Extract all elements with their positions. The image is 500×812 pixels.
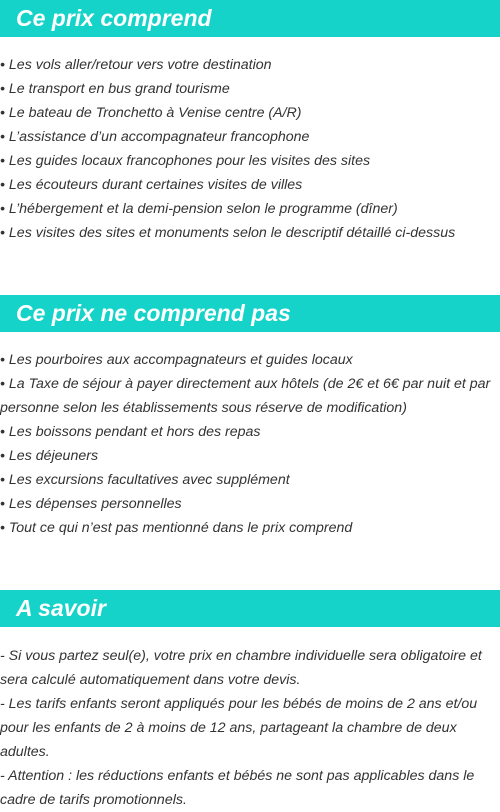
list-item: • Les vols aller/retour vers votre destination — [0, 57, 272, 73]
list-item: • Les guides locaux francophones pour les visites des sites — [0, 153, 371, 169]
list-item: - Attention : les réductions enfants et bébés ne sont pas applicables dans le cadre de tarifs promotionnels. — [0, 768, 475, 808]
section-included — [0, 0, 500, 245]
list-item: • Les écouteurs durant certaines visites de villes — [0, 177, 303, 193]
section-good-to-know — [0, 590, 500, 812]
list-item: • Les visites des sites et monuments selon le descriptif détaillé ci-dessus — [0, 225, 456, 241]
list-item: • Les dépenses personnelles — [0, 496, 182, 512]
list-item: • Les boissons pendant et hors des repas — [0, 424, 261, 440]
list-item: - Les tarifs enfants seront appliqués pour les bébés de moins de 2 ans et/ou pour les enfants de 2 à moins de 12 ans, partageant la chambre de deux adultes. — [0, 696, 478, 760]
list-item: - Si vous partez seul(e), votre prix en chambre individuelle sera obligatoire et sera calculé automatiquement dans votre devis. — [0, 648, 482, 688]
section-not-included — [0, 295, 500, 540]
list-item: • Les déjeuners — [0, 448, 99, 464]
list-item: • Le bateau de Tronchetto à Venise centre (A/R) — [0, 105, 302, 121]
section-title: Ce prix ne comprend pas — [0, 295, 500, 332]
list-item: • Le transport en bus grand tourisme — [0, 81, 230, 97]
list-item: • L’hébergement et la demi-pension selon le programme (dîner) — [0, 201, 398, 217]
section-title: A savoir — [0, 590, 500, 627]
list-item: • L’assistance d’un accompagnateur francophone — [0, 129, 310, 145]
included-list — [0, 37, 500, 245]
list-item: • Tout ce qui n’est pas mentionné dans le prix comprend — [0, 520, 353, 536]
section-title: Ce prix comprend — [0, 0, 500, 37]
list-item: • Les pourboires aux accompagnateurs et guides locaux — [0, 352, 353, 368]
list-item: • Les excursions facultatives avec supplément — [0, 472, 290, 488]
good-to-know-list — [0, 627, 500, 812]
list-item: • La Taxe de séjour à payer directement aux hôtels (de 2€ et 6€ par nuit et par personne selon les établissements sous réserve de modification) — [0, 376, 491, 416]
not-included-list — [0, 332, 500, 540]
